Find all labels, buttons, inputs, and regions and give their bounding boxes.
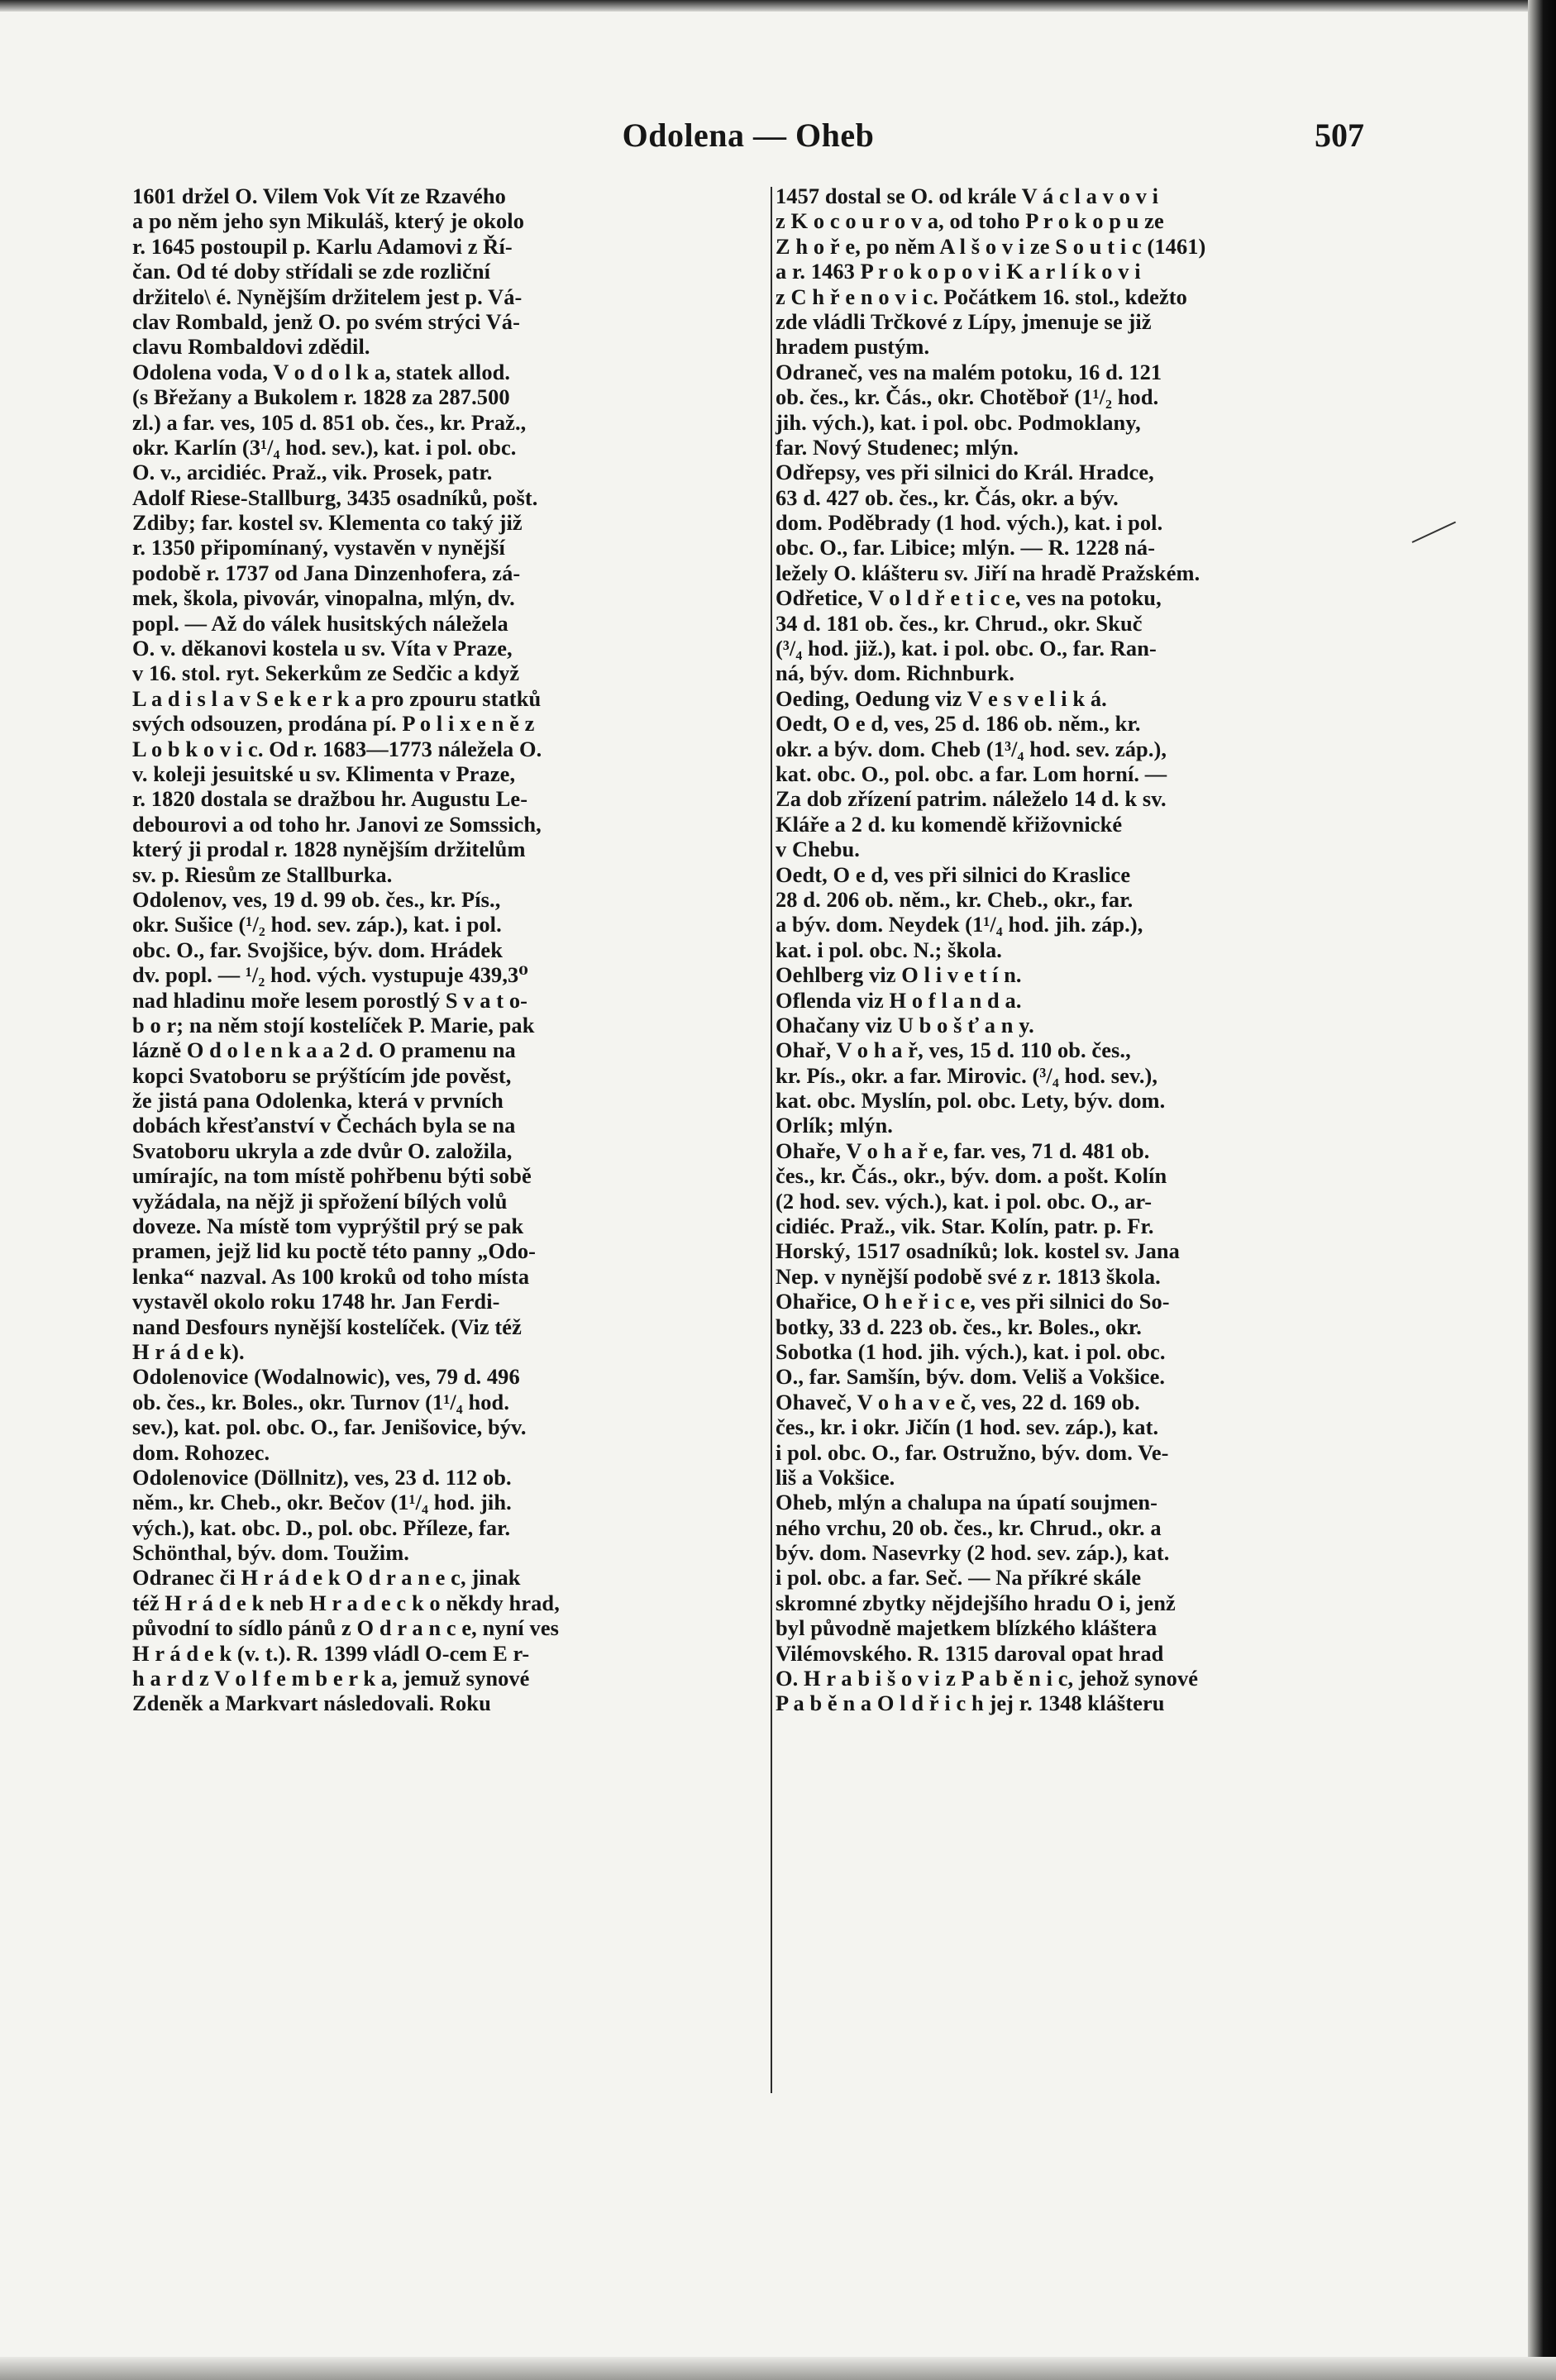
page-number: 507 xyxy=(1315,117,1364,154)
text-line: Sobotka (1 hod. jih. vých.), kat. i pol. obc. xyxy=(776,1338,1166,1364)
text-line: 63 d. 427 ob. čes., kr. Čás, okr. a býv. xyxy=(776,484,1119,510)
text-line: 1601 držel O. Vilem Vok Vít ze Rzavého xyxy=(132,184,506,208)
text-line: nad hladinu moře lesem porostlý S v a t o- xyxy=(132,987,528,1013)
text-line: kr. Pís., okr. a far. Mirovic. (³/₄ hod. sev.), xyxy=(776,1062,1158,1088)
text-line: zde vládli Trčkové z Lípy, jmenuje se již xyxy=(776,308,1152,334)
text-line: dobách křesťanství v Čechách byla se na xyxy=(132,1113,516,1138)
text-line: O. v., arcidiéc. Praž., vik. Prosek, patr. xyxy=(132,460,493,485)
text-line: P a b ě n a O l d ř i c h jej r. 1348 klášteru xyxy=(776,1691,1165,1716)
text-line: L a d i s l a v S e k e r k a pro zpouru statků xyxy=(132,685,542,711)
text-line: far. Nový Studenec; mlýn. xyxy=(776,434,1019,460)
scan-edge-bottom xyxy=(0,2357,1556,2380)
text-line: obc. O., far. Libice; mlýn. — R. 1228 ná- xyxy=(776,535,1156,560)
text-line: cidiéc. Praž., vik. Star. Kolín, patr. p. Fr. xyxy=(776,1214,1154,1239)
text-line: v. koleji jesuitské u sv. Klimenta v Praze, xyxy=(132,761,516,786)
text-line: (³/₄ hod. již.), kat. i pol. obc. O., far. Ran- xyxy=(776,636,1157,661)
text-line: ležely O. klášteru sv. Jiří na hradě Pražském. xyxy=(776,560,1200,585)
text-line: (s Břežany a Bukolem r. 1828 za 287.500 xyxy=(132,384,510,410)
text-line: který ji prodal r. 1828 nynějším držitelům xyxy=(132,837,526,862)
text-line: čes., kr. i okr. Jičín (1 hod. sev. záp.), kat. xyxy=(776,1414,1159,1440)
text-line: pramen, jejž lid ku poctě této panny „Odo- xyxy=(132,1238,537,1264)
text-line: dom. Rohozec. xyxy=(132,1439,270,1465)
text-line: též H r á d e k neb H r a d e c k o někdy hrad, xyxy=(132,1590,560,1615)
text-line: v Chebu. xyxy=(776,837,860,862)
text-line: kopci Svatoboru se prýštícím jde pověst, xyxy=(132,1062,512,1088)
text-line: Odolenov, ves, 19 d. 99 ob. čes., kr. Pís., xyxy=(132,886,501,912)
text-line: Odranec či H r á d e k O d r a n e c, jinak xyxy=(132,1565,521,1591)
text-line: Za dob zřízení patrim. náleželo 14 d. k sv. xyxy=(776,786,1167,812)
text-line: Ohaveč, V o h a v e č, ves, 22 d. 169 ob. xyxy=(776,1389,1140,1414)
text-line: Odřetice, V o l d ř e t i c e, ves na potoku, xyxy=(776,585,1162,611)
text-line: i pol. obc. a far. Seč. — Na příkré skále xyxy=(776,1565,1142,1591)
text-line: dv. popl. — ¹/₂ hod. vých. vystupuje 439,3⁰ xyxy=(132,962,528,988)
left-column xyxy=(132,184,752,2110)
right-column xyxy=(776,184,1389,2110)
text-line: Kláře a 2 d. ku komendě křižovnické xyxy=(776,811,1123,837)
text-line: Vilémovského. R. 1315 daroval opat hrad xyxy=(776,1640,1164,1666)
text-line: sev.), kat. pol. obc. O., far. Jenišovice, býv. xyxy=(132,1414,527,1440)
scan-edge-right xyxy=(1528,0,1556,2380)
text-line: 1457 dostal se O. od krále V á c l a v o v i xyxy=(776,184,1159,208)
text-line: ob. čes., kr. Čás., okr. Chotěboř (1¹/₂ hod. xyxy=(776,384,1159,410)
text-line: ná, býv. dom. Richnburk. xyxy=(776,661,1015,686)
text-line: Oehlberg viz O l i v e t í n. xyxy=(776,962,1022,988)
text-line: Oheb, mlýn a chalupa na úpatí soujmen- xyxy=(776,1490,1158,1515)
text-line: podobě r. 1737 od Jana Dinzenhofera, zá- xyxy=(132,560,521,585)
scan-edge-top xyxy=(0,0,1556,12)
text-line: býv. dom. Nasevrky (2 hod. sev. záp.), kat. xyxy=(776,1540,1170,1566)
text-line: dom. Poděbrady (1 hod. vých.), kat. i pol. xyxy=(776,510,1163,536)
text-line: mek, škola, pivovár, vinopalna, mlýn, dv. xyxy=(132,585,515,611)
page-header xyxy=(132,116,1364,165)
text-line: Odolenovice (Döllnitz), ves, 23 d. 112 ob. xyxy=(132,1464,512,1490)
text-line: liš a Vokšice. xyxy=(776,1464,895,1490)
text-line: Schönthal, býv. dom. Toužim. xyxy=(132,1540,409,1566)
text-line: 28 d. 206 ob. něm., kr. Cheb., okr., far. xyxy=(776,886,1134,912)
text-line: doveze. Na místě tom vyprýštil prý se pak xyxy=(132,1214,524,1239)
text-line: z K o c o u r o v a, od toho P r o k o p u ze xyxy=(776,208,1164,234)
text-line: vých.), kat. obc. D., pol. obc. Příleze, far. xyxy=(132,1514,511,1540)
text-line: lenka“ nazval. As 100 kroků od toho místa xyxy=(132,1263,530,1289)
text-line: byl původně majetkem blízkého kláštera xyxy=(776,1615,1157,1641)
text-line: kat. obc. Myslín, pol. obc. Lety, býv. dom. xyxy=(776,1088,1166,1114)
text-line: L o b k o v i c. Od r. 1683—1773 náležela O. xyxy=(132,736,542,761)
margin-pencil-mark xyxy=(1412,522,1456,543)
text-line: Oflenda viz H o f l a n d a. xyxy=(776,987,1022,1013)
text-line: Odraneč, ves na malém potoku, 16 d. 121 xyxy=(776,359,1162,384)
text-line: (2 hod. sev. vých.), kat. i pol. obc. O., ar- xyxy=(776,1188,1153,1214)
text-line: čan. Od té doby střídali se zde rozliční xyxy=(132,259,491,284)
text-line: držitelo\ é. Nynějším držitelem jest p. Vá- xyxy=(132,284,523,309)
text-line: Adolf Riese-Stallburg, 3435 osadníků, pošt. xyxy=(132,484,538,510)
text-line: r. 1645 postoupil p. Karlu Adamovi z Ří- xyxy=(132,233,513,259)
text-line: Oeding, Oedung viz V e s v e l i k á. xyxy=(776,685,1107,711)
text-line: kat. obc. O., pol. obc. a far. Lom horní. — xyxy=(776,761,1167,786)
text-line: debourovi a od toho hr. Janovi ze Somssich, xyxy=(132,811,542,837)
text-line: 34 d. 181 ob. čes., kr. Chrud., okr. Skuč xyxy=(776,610,1143,636)
text-line: Odřepsy, ves při silnici do Král. Hradce, xyxy=(776,460,1154,485)
text-line: a po něm jeho syn Mikuláš, který je okolo xyxy=(132,208,525,234)
text-line: skromné zbytky nějdejšího hradu O i, jenž xyxy=(776,1590,1176,1615)
text-line: ob. čes., kr. Boles., okr. Turnov (1¹/₄ hod. xyxy=(132,1389,510,1414)
text-line: čes., kr. Čás., okr., býv. dom. a pošt. Kolín xyxy=(776,1163,1167,1189)
text-line: Ohařice, O h e ř i c e, ves při silnici do So- xyxy=(776,1289,1170,1314)
text-line: h a r d z V o l f e m b e r k a, jemuž synové xyxy=(132,1666,530,1691)
text-line: i pol. obc. O., far. Ostružno, býv. dom. Ve- xyxy=(776,1439,1169,1465)
text-line: a býv. dom. Neydek (1¹/₄ hod. jih. záp.), xyxy=(776,912,1143,937)
column-divider xyxy=(771,187,772,2093)
text-line: H r á d e k). xyxy=(132,1338,245,1364)
text-line: a r. 1463 P r o k o p o v i K a r l í k o v i xyxy=(776,259,1141,284)
text-line: Ohačany viz U b o š ť a n y. xyxy=(776,1012,1034,1037)
text-line: v 16. stol. ryt. Sekerkům ze Sedčic a když xyxy=(132,661,520,686)
text-line: vystavěl okolo roku 1748 hr. Jan Ferdi- xyxy=(132,1289,500,1314)
text-line: obc. O., far. Svojšice, býv. dom. Hrádek xyxy=(132,937,504,962)
text-line: botky, 33 d. 223 ob. čes., kr. Boles., okr. xyxy=(776,1314,1143,1339)
text-line: Oedt, O e d, ves, 25 d. 186 ob. něm., kr. xyxy=(776,711,1141,737)
text-line: okr. Karlín (3¹/₄ hod. sev.), kat. i pol. obc. xyxy=(132,434,517,460)
text-line: Odolenovice (Wodalnowic), ves, 79 d. 496 xyxy=(132,1364,520,1390)
text-line: Ohař, V o h a ř, ves, 15 d. 110 ob. čes., xyxy=(776,1037,1131,1063)
text-line: sv. p. Riesům ze Stallburka. xyxy=(132,861,393,887)
text-line: hradem pustým. xyxy=(776,334,930,360)
text-line: popl. — Až do válek husitských náležela xyxy=(132,610,508,636)
text-line: Horský, 1517 osadníků; lok. kostel sv. Jana xyxy=(776,1238,1180,1264)
text-line: Nep. v nynější podobě své z r. 1813 škola. xyxy=(776,1263,1161,1289)
text-line: Odolena voda, V o d o l k a, statek allod. xyxy=(132,359,511,384)
text-line: clavu Rombaldovi zdědil. xyxy=(132,334,370,360)
text-line: Orlík; mlýn. xyxy=(776,1113,893,1138)
text-line: z C h ř e n o v i c. Počátkem 16. stol., kdežto xyxy=(776,284,1187,309)
text-line: Oedt, O e d, ves při silnici do Kraslice xyxy=(776,861,1131,887)
text-line: lázně O d o l e n k a a 2 d. O pramenu na xyxy=(132,1037,516,1063)
text-line: r. 1820 dostala se dražbou hr. Augustu Le- xyxy=(132,786,528,812)
running-title: Odolena — Oheb xyxy=(622,117,875,154)
text-line: vyžádala, na nějž ji spřožení bílých volů xyxy=(132,1188,508,1214)
text-line: Zdiby; far. kostel sv. Klementa co taký již xyxy=(132,510,523,536)
text-line: O., far. Samšín, býv. dom. Veliš a Vokšice. xyxy=(776,1364,1166,1390)
text-line: H r á d e k (v. t.). R. 1399 vládl O-cem E r- xyxy=(132,1640,530,1666)
text-line: Svatoboru ukryla a zde dvůr O. založila, xyxy=(132,1138,513,1163)
text-line: nand Desfours nynější kostelíček. (Viz též xyxy=(132,1314,522,1339)
text-line: jih. vých.), kat. i pol. obc. Podmoklany, xyxy=(776,409,1141,435)
text-line: okr. a býv. dom. Cheb (1³/₄ hod. sev. záp.), xyxy=(776,736,1167,761)
text-line: okr. Sušice (¹/₂ hod. sev. záp.), kat. i pol. xyxy=(132,912,502,937)
text-line: zl.) a far. ves, 105 d. 851 ob. čes., kr. Praž., xyxy=(132,409,527,435)
text-line: něm., kr. Cheb., okr. Bečov (1¹/₄ hod. jih. xyxy=(132,1490,512,1515)
text-line: r. 1350 připomínaný, vystavěn v nynější xyxy=(132,535,505,560)
text-line: ného vrchu, 20 ob. čes., kr. Chrud., okr. a xyxy=(776,1514,1162,1540)
text-line: původní to sídlo pánů z O d r a n c e, nyní ves xyxy=(132,1615,560,1641)
text-line: že jistá pana Odolenka, která v prvních xyxy=(132,1088,504,1114)
text-line: Zdeněk a Markvart následovali. Roku xyxy=(132,1691,491,1716)
text-line: b o r; na něm stojí kostelíček P. Marie, pak xyxy=(132,1012,535,1037)
text-line: clav Rombald, jenž O. po svém strýci Vá- xyxy=(132,308,520,334)
text-line: O. H r a b i š o v i z P a b ě n i c, jehož synové xyxy=(776,1666,1199,1691)
text-line: O. v. děkanovi kostela u sv. Víta v Praze, xyxy=(132,636,513,661)
text-line: umírajíc, na tom místě pohřbenu býti sobě xyxy=(132,1163,532,1189)
text-line: Ohaře, V o h a ř e, far. ves, 71 d. 481 ob. xyxy=(776,1138,1150,1163)
text-columns xyxy=(132,184,1389,2110)
text-line: Z h o ř e, po něm A l š o v i ze S o u t i c (1461) xyxy=(776,233,1206,259)
text-line: svých odsouzen, prodána pí. P o l i x e n ě z xyxy=(132,711,535,737)
text-line: kat. i pol. obc. N.; škola. xyxy=(776,937,1002,962)
